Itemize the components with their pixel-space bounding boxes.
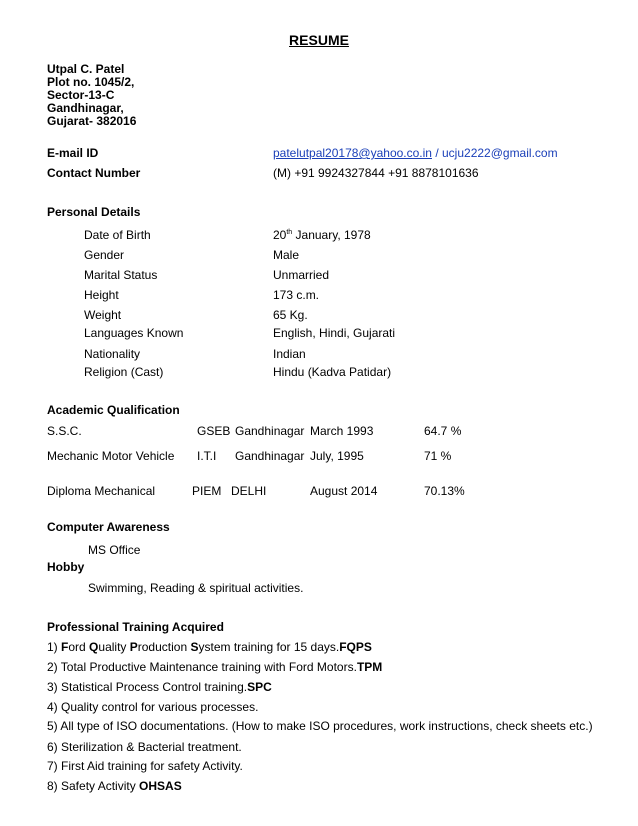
address-line: Gandhinagar, xyxy=(47,101,124,115)
address-line: Plot no. 1045/2, xyxy=(47,75,135,89)
dob-value: 20th January, 1978 xyxy=(273,228,371,242)
personal-heading: Personal Details xyxy=(47,205,141,219)
hobby-text: Swimming, Reading & spiritual activities. xyxy=(88,581,304,595)
email-label: E-mail ID xyxy=(47,146,99,160)
weight-label: Weight xyxy=(84,308,122,322)
academic-date: March 1993 xyxy=(310,424,374,438)
training-item-6: 6) Sterilization & Bacterial treatment. xyxy=(47,740,242,754)
height-label: Height xyxy=(84,288,119,302)
academic-place: Gandhinagar xyxy=(235,424,305,438)
training-item-7: 7) First Aid training for safety Activity. xyxy=(47,759,243,773)
nationality-value: Indian xyxy=(273,347,306,361)
religion-label: Religion (Cast) xyxy=(84,365,164,379)
computer-heading: Computer Awareness xyxy=(47,520,170,534)
height-value: 173 c.m. xyxy=(273,288,320,302)
hobby-heading: Hobby xyxy=(47,560,85,574)
address-line: Sector-13-C xyxy=(47,88,115,102)
marital-value: Unmarried xyxy=(273,268,330,282)
weight-value: 65 Kg. xyxy=(273,308,308,322)
academic-date: August 2014 xyxy=(310,484,378,498)
academic-board: GSEB xyxy=(197,424,231,438)
academic-heading: Academic Qualification xyxy=(47,403,180,417)
training-item-2: 2) Total Productive Maintenance training with Ford Motors.TPM xyxy=(47,660,383,674)
training-item-3: 3) Statistical Process Control training.SPC xyxy=(47,680,272,694)
academic-score: 70.13% xyxy=(424,484,465,498)
name-line: Utpal C. Patel xyxy=(47,62,125,76)
religion-value: Hindu (Kadva Patidar) xyxy=(273,365,392,379)
computer-item: MS Office xyxy=(88,543,141,557)
contact-label: Contact Number xyxy=(47,166,141,180)
academic-place: Gandhinagar xyxy=(235,449,305,463)
academic-course: Diploma Mechanical xyxy=(47,484,156,498)
training-item-8: 8) Safety Activity OHSAS xyxy=(47,779,182,793)
academic-date: July, 1995 xyxy=(310,449,364,463)
email-link-gmail[interactable]: ucju2222@gmail.com xyxy=(442,146,558,160)
gender-value: Male xyxy=(273,248,300,262)
email-separator: / xyxy=(431,146,442,160)
nationality-label: Nationality xyxy=(84,347,141,361)
academic-score: 71 % xyxy=(424,449,452,463)
training-item-1: 1) Ford Quality Production System training for 15 days.FQPS xyxy=(47,640,372,654)
languages-value: English, Hindi, Gujarati xyxy=(273,326,396,340)
academic-course: S.S.C. xyxy=(47,424,82,438)
resume-title: RESUME xyxy=(289,32,349,48)
contact-value: (M) +91 9924327844 +91 8878101636 xyxy=(273,166,479,180)
dob-label: Date of Birth xyxy=(84,228,151,242)
academic-board: PIEM xyxy=(192,484,222,498)
gender-label: Gender xyxy=(84,248,125,262)
academic-place: DELHI xyxy=(231,484,267,498)
training-item-5: 5) All type of ISO documentations. (How to make ISO procedures, work instructions, check sheets etc.) xyxy=(47,719,593,733)
email-link-yahoo[interactable]: patelutpal20178@yahoo.co.in xyxy=(273,146,432,160)
academic-score: 64.7 % xyxy=(424,424,462,438)
training-item-4: 4) Quality control for various processes. xyxy=(47,700,259,714)
languages-label: Languages Known xyxy=(84,326,184,340)
training-heading: Professional Training Acquired xyxy=(47,620,224,634)
email-values xyxy=(273,146,558,160)
address-line: Gujarat- 382016 xyxy=(47,114,137,128)
academic-board: I.T.I xyxy=(197,449,217,463)
academic-course: Mechanic Motor Vehicle xyxy=(47,449,175,463)
marital-label: Marital Status xyxy=(84,268,158,282)
